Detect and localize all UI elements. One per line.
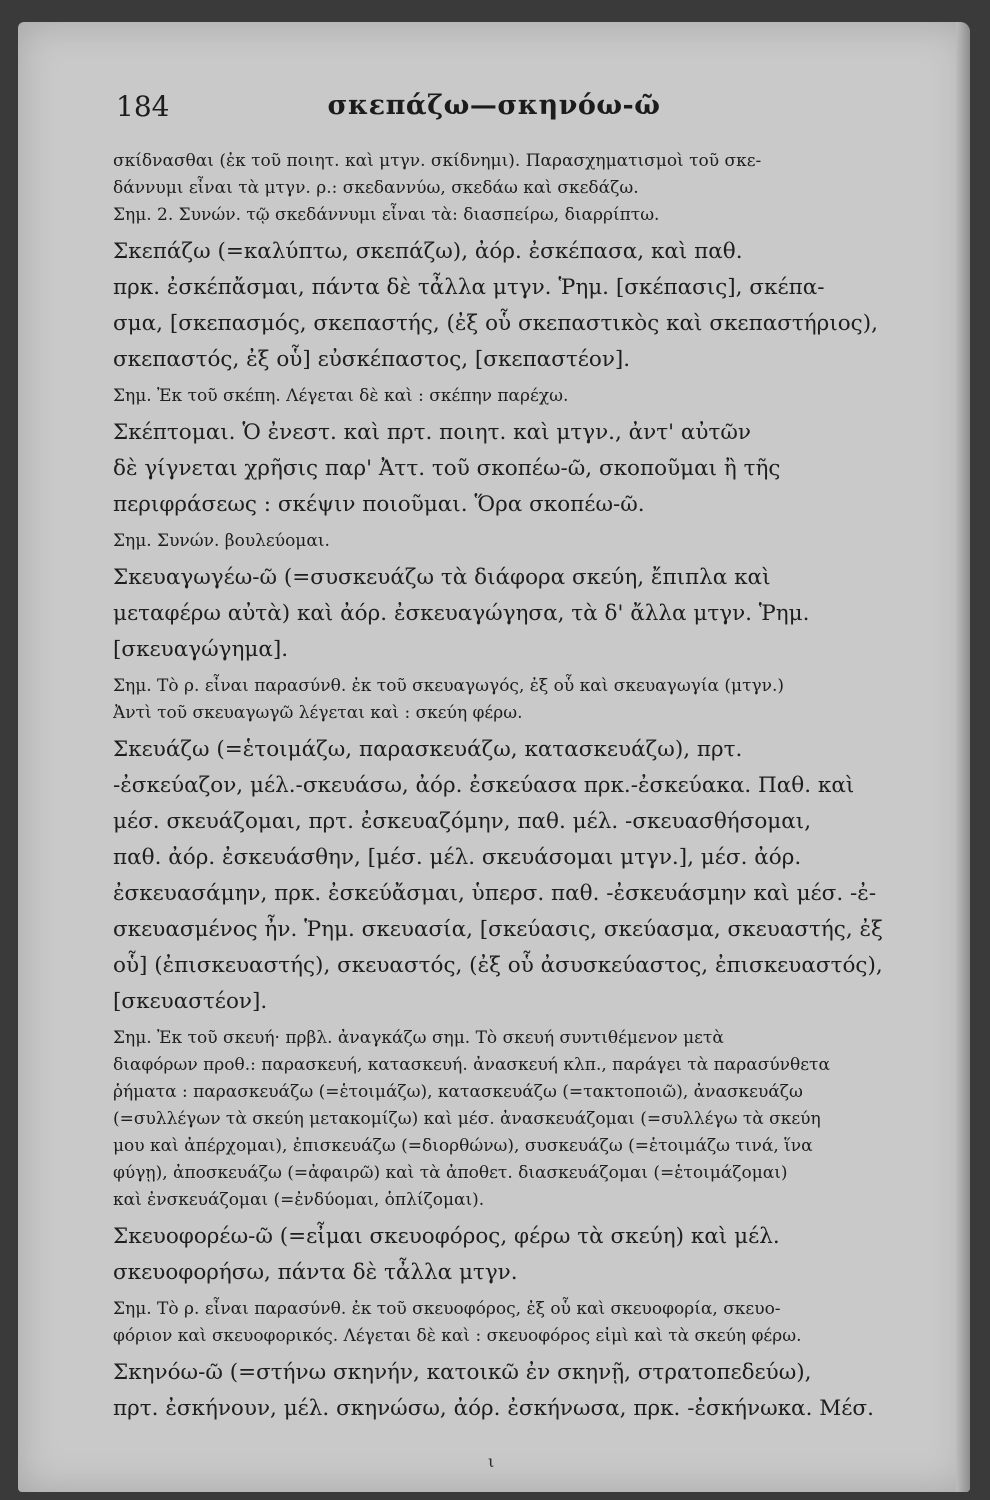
entry-line: οὗ] (ἐπισκευαστής), σκευαστός, (ἐξ οὗ ἀσυσκεύαστος, ἐπισκευαστός), — [113, 953, 883, 978]
note-line: Σημ. 2. Συνών. τῷ σκεδάννυμι εἶναι τὰ: διασπείρω, διαρρίπτω. — [113, 205, 660, 225]
entry-line: μέσ. σκευάζομαι, πρτ. ἐσκευαζόμην, παθ. μέλ. -σκευασθήσομαι, — [113, 809, 812, 834]
entry-line: δὲ γίγνεται χρῆσις παρ' Ἀττ. τοῦ σκοπέω-ῶ, σκοποῦμαι ἢ τῆς — [113, 456, 781, 481]
entry-line: σκευασμένος ἦν. Ῥημ. σκευασία, [σκεύασις, σκεύασμα, σκευαστής, ἐξ — [113, 917, 883, 942]
entry-line: μεταφέρω αὐτὰ) καὶ ἀόρ. ἐσκευαγώγησα, τὰ δ' ἄλλα μτγν. Ῥημ. — [113, 601, 810, 626]
note-line: διαφόρων προθ.: παρασκευή, κατασκευή. ἀνασκευή κλπ., παράγει τὰ παρασύνθετα — [113, 1055, 830, 1075]
page-header — [18, 90, 970, 130]
book-page — [18, 22, 970, 1492]
entry-line: σκευοφορήσω, πάντα δὲ τἆλλα μτγν. — [113, 1260, 518, 1285]
entry-line: Σκευάζω (=ἑτοιμάζω, παρασκευάζω, κατασκευάζω), πρτ. — [113, 737, 743, 762]
entry-line: [σκευαγώγημα]. — [113, 637, 289, 662]
entry-line: πρτ. ἐσκήνουν, μέλ. σκηνώσω, ἀόρ. ἐσκήνωσα, πρκ. -ἐσκήνωκα. Μέσ. — [113, 1396, 874, 1421]
entry-line: Σκευαγωγέω-ῶ (=συσκευάζω τὰ διάφορα σκεύη, ἔπιπλα καὶ — [113, 565, 771, 590]
note-line: καὶ ἐνσκευάζομαι (=ἐνδύομαι, ὁπλίζομαι). — [113, 1190, 485, 1210]
entry-line: σμα, [σκεπασμός, σκεπαστής, (ἐξ οὗ σκεπαστικὸς καὶ σκεπαστήριος), — [113, 311, 878, 336]
note-line: Ἀντὶ τοῦ σκευαγωγῶ λέγεται καὶ : σκεύη φέρω. — [113, 703, 523, 723]
entry-line: ἐσκευασάμην, πρκ. ἐσκεύἄσμαι, ὑπερσ. παθ. -ἐσκευάσμην καὶ μέσ. -ἐ- — [113, 881, 877, 906]
note-line: Σημ. Ἐκ τοῦ σκευή· πρβλ. ἀναγκάζω σημ. Τὸ σκευή συντιθέμενον μετὰ — [113, 1028, 724, 1048]
note-line: φύγῃ), ἀποσκευάζω (=ἀφαιρῶ) καὶ τὰ ἀποθετ. διασκευάζομαι (=ἑτοιμάζομαι) — [113, 1163, 788, 1183]
entry-line: παθ. ἀόρ. ἐσκευάσθην, [μέσ. μέλ. σκευάσομαι μτγν.], μέσ. ἀόρ. — [113, 845, 802, 870]
note-line: Σημ. Τὸ ρ. εἶναι παρασύνθ. ἐκ τοῦ σκευαγωγός, ἐξ οὗ καὶ σκευαγωγία (μτγν.) — [113, 676, 785, 696]
note-line: Σημ. Τὸ ρ. εἶναι παρασύνθ. ἐκ τοῦ σκευοφόρος, ἐξ οὗ καὶ σκευοφορία, σκευο- — [113, 1299, 781, 1319]
entry-line: Σκευοφορέω-ῶ (=εἶμαι σκευοφόρος, φέρω τὰ σκεύη) καὶ μέλ. — [113, 1224, 780, 1249]
note-line: σκίδνασθαι (ἐκ τοῦ ποιητ. καὶ μτγν. σκίδνημι). Παρασχηματισμοὶ τοῦ σκε- — [113, 151, 762, 171]
note-line: ῥήματα : παρασκευάζω (=ἑτοιμάζω), κατασκευάζω (=τακτοποιῶ), ἀνασκευάζω — [113, 1082, 803, 1102]
page-number: 184 — [116, 90, 170, 123]
entry-line: περιφράσεως : σκέψιν ποιοῦμαι. Ὅρα σκοπέω-ῶ. — [113, 492, 645, 517]
note-line: Σημ. Συνών. βουλεύομαι. — [113, 531, 330, 551]
entry-line: σκεπαστός, ἐξ οὗ] εὐσκέπαστος, [σκεπαστέον]. — [113, 347, 631, 372]
dictionary-text — [113, 148, 895, 1427]
entry-line: -ἐσκεύαζον, μέλ.-σκευάσω, ἀόρ. ἐσκεύασα πρκ.-ἐσκεύακα. Παθ. καὶ — [113, 773, 855, 798]
entry-line: πρκ. ἐσκέπἄσμαι, πάντα δὲ τἆλλα μτγν. Ῥημ. [σκέπασις], σκέπα- — [113, 275, 825, 300]
note-line: φόριον καὶ σκευοφορικός. Λέγεται δὲ καὶ : σκευοφόρος εἰμὶ καὶ τὰ σκεύη φέρω. — [113, 1326, 802, 1346]
note-line: δάννυμι εἶναι τὰ μτγν. ρ.: σκεδαννύω, σκεδάω καὶ σκεδάζω. — [113, 178, 639, 198]
running-head: σκεπάζω—σκηνόω-ῶ — [327, 90, 661, 121]
entry-line: Σκέπτομαι. Ὁ ἐνεστ. καὶ πρτ. ποιητ. καὶ μτγν., ἀντ' αὐτῶν — [113, 420, 751, 445]
note-line: Σημ. Ἐκ τοῦ σκέπη. Λέγεται δὲ καὶ : σκέπην παρέχω. — [113, 386, 569, 406]
note-line: μου καὶ ἀπέρχομαι), ἐπισκευάζω (=διορθώνω), συσκευάζω (=ἑτοιμάζω τινά, ἵνα — [113, 1136, 813, 1156]
entry-line: Σκηνόω-ῶ (=στήνω σκηνήν, κατοικῶ ἐν σκηνῇ, στρατοπεδεύω), — [113, 1360, 812, 1385]
note-line: (=συλλέγων τὰ σκεύη μετακομίζω) καὶ μέσ. ἀνασκευάζομαι (=συλλέγω τὰ σκεύη — [113, 1109, 821, 1129]
page-edge-shadow — [956, 22, 970, 1492]
entry-line: Σκεπάζω (=καλύπτω, σκεπάζω), ἀόρ. ἐσκέπασα, καὶ παθ. — [113, 239, 743, 264]
signature-mark: ι — [488, 1452, 495, 1471]
entry-line: [σκευαστέον]. — [113, 989, 268, 1014]
